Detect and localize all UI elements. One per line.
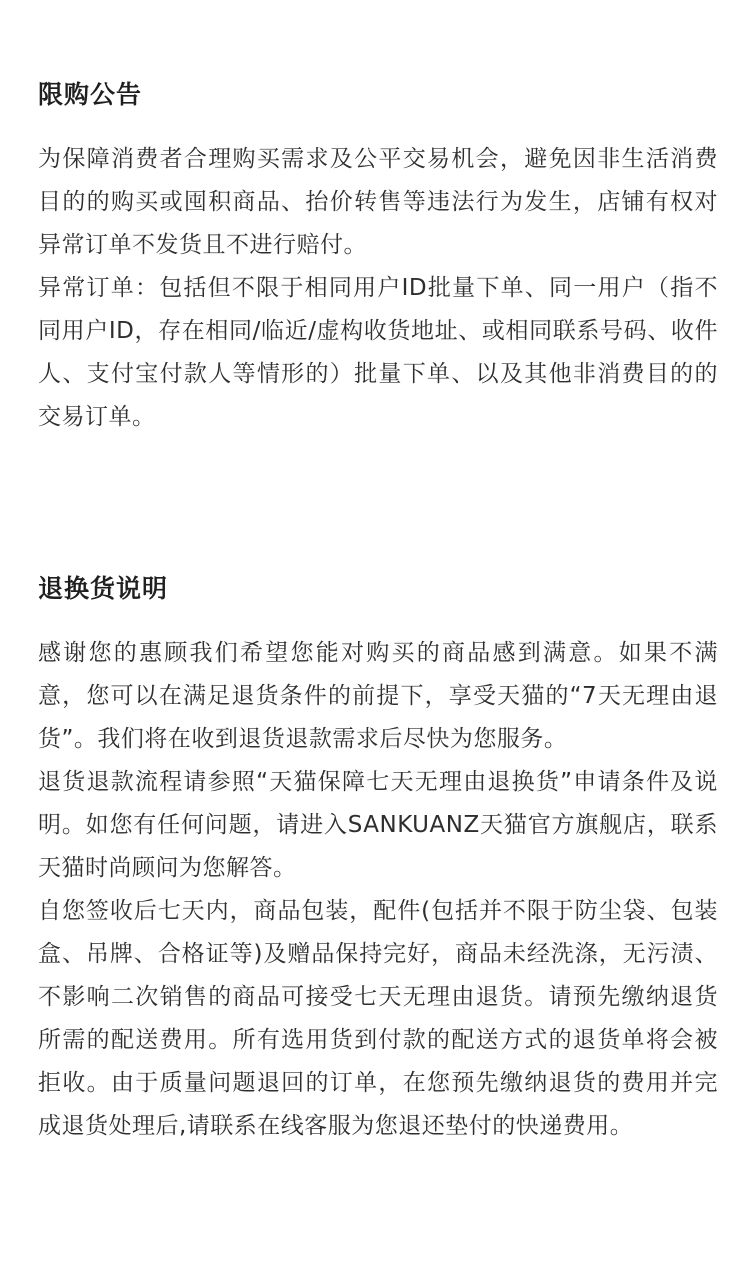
- return-paragraph-2: 退货退款流程请参照“天猫保障七天无理由退换货”申请条件及说明。如您有任何问题，请进入SANKUANZ天猫官方旗舰店，联系天猫时尚顾问为您解答。: [38, 769, 718, 881]
- purchase-limit-paragraph-2: 异常订单：包括但不限于相同用户ID批量下单、同一用户（指不同用户ID，存在相同/临近/虚构收货地址、或相同联系号码、收件人、支付宝付款人等情形的）批量下单、以及其他非消费目的的交易订单。: [38, 275, 718, 430]
- section-title-purchase-limit: 限购公告: [38, 80, 143, 109]
- section-title-return-exchange: 退换货说明: [38, 574, 169, 603]
- purchase-limit-paragraph-1: 为保障消费者合理购买需求及公平交易机会，避免因非生活消费目的的购买或囤积商品、抬价转售等违法行为发生，店铺有权对异常订单不发货且不进行赔付。: [38, 146, 718, 258]
- purchase-limit-notice-section: [38, 72, 718, 439]
- return-paragraph-1: 感谢您的惠顾我们希望您能对购买的商品感到满意。如果不满意，您可以在满足退货条件的前提下，享受天猫的“7天无理由退货”。我们将在收到退货退款需求后尽快为您服务。: [38, 640, 718, 752]
- return-paragraph-3: 自您签收后七天内，商品包装，配件(包括并不限于防尘袋、包装盒、吊牌、合格证等)及赠品保持完好，商品未经洗涤，无污渍、不影响二次销售的商品可接受七天无理由退货。请预先缴纳退货所需的配送费用。所有选用货到付款的配送方式的退货单将会被拒收。由于质量问题退回的订单，在您预先缴纳退货的费用并完成退货处理后,请联系在线客服为您退还垫付的快递费用。: [38, 898, 718, 1139]
- return-exchange-section: [38, 566, 718, 1148]
